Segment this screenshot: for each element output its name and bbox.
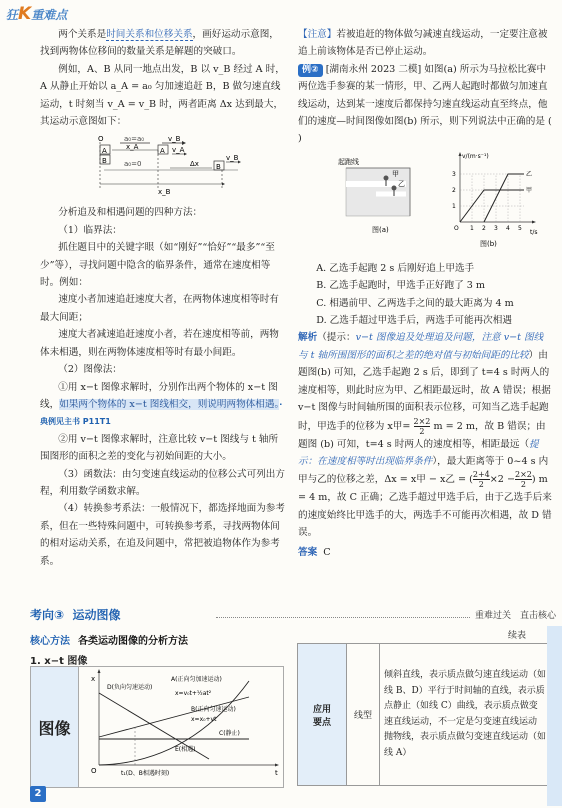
paragraph: 例如，A、B 从同一地点出发，B 以 v_B 经过 A 时，A 从静止开始以 a_A = a₀ 匀加速追赶 B，B 做匀速直线运动，t 时刻当 v_A = v_B 时，两者距离 Δx 达到最大，其运动示意图如下： xyxy=(40,63,285,128)
t-axis-letter: t xyxy=(275,769,278,777)
runner-yi-label: 乙 xyxy=(398,179,405,188)
section-header xyxy=(30,604,557,626)
paragraph: （1）临界法： xyxy=(58,224,122,236)
ytick: 2 xyxy=(452,186,456,194)
paragraph: 速度小者加速追赶速度大者，在两物体速度相等时有最大间距； xyxy=(40,294,279,323)
table-label: 图像 xyxy=(31,667,79,788)
origin-label: O xyxy=(91,767,97,775)
xtick: 1 xyxy=(470,224,474,232)
start-line-label: 起跑线 xyxy=(338,157,359,166)
option-c[interactable]: C. 相遇前甲、乙两选手之间的最大距离为 4 m xyxy=(316,297,514,309)
section-title: 考向③ 运动图像 xyxy=(30,608,121,622)
series-yi-label: 乙 xyxy=(526,170,533,178)
option-a[interactable]: A. 乙选手起跑 2 s 后刚好追上甲选手 xyxy=(316,262,475,274)
xtick: 4 xyxy=(506,224,510,232)
brand-logo: 狂K重难点 xyxy=(6,4,68,24)
svg-text:A: A xyxy=(102,147,107,156)
line-a xyxy=(99,681,249,765)
line-type-description: 倾斜直线，表示质点做匀速直线运动（如线 B、D）平行于时间轴的直线，表示质点静止（如线 C）曲线，表示质点做变速直线运动，不一定是匀变速直线运动 抛物线，表示质点做匀变速直线运动（如线 A） xyxy=(380,644,551,786)
c-label: C(静止) xyxy=(219,730,240,737)
ytick: 1 xyxy=(452,202,456,210)
y-axis-label: v/(m·s⁻¹) xyxy=(462,152,489,160)
svg-text:A: A xyxy=(160,147,165,156)
paragraph: 分析追及和相遇问题的四种方法： xyxy=(58,207,203,219)
section-tagline: 重难过关 直击核心 xyxy=(475,611,557,621)
series-jia-label: 甲 xyxy=(526,186,533,194)
svg-text:B: B xyxy=(216,163,221,172)
paragraph: 速度大者减速追赶速度小者，若在速度相等前，两物体未相遇，则在两物体速度相等时有最小间距。 xyxy=(40,329,279,358)
continued-label: 续表 xyxy=(508,631,527,641)
option-d[interactable]: D. 乙选手超过甲选手后，两选手可能再次相遇 xyxy=(316,315,512,327)
xtick: O xyxy=(454,224,459,232)
vb2-label: v_B xyxy=(226,154,239,163)
xtick: 2 xyxy=(482,224,486,232)
xt-graph-cell xyxy=(79,667,284,788)
fraction: $\frac{2\times 2}{2}$ xyxy=(413,416,431,436)
note: 【注意】若被追赶的物体做匀减速直线运动，一定要注意被追上前该物体是否已停止运动。 xyxy=(298,29,548,58)
e-label: E(相遇) xyxy=(175,746,196,753)
xb-label: x_B xyxy=(158,188,171,197)
line-type-label: 线型 xyxy=(347,644,380,786)
va-label: v_A xyxy=(172,146,185,155)
solution: 解析（提示：v−t 图像追及处理追及问题，注意 v−t 图线与 t 轴所围图形的面积之差的绝对值与初始间距的比较）由题图(b) 可知，乙选手起跑 2 s 后，即到了 t=4 s 时两人的速度相等，则此时应为甲、乙相距最远时，故 A 错误；根据 v−t 图像与时间轴所围的面积表示位移，可知当乙选手起跑时，甲选手的位移为 x甲= $\frac{2\times 2}{2}$ m = 2 m，故 B 错误；由题图 (b) 可知，t=4 s 时两人的速度相等，相距最远（提示：在速度相等时出现临界条件），最大距离等于 0~4 s 内甲与乙的位移之差，Δx = x甲 − x乙 = ( $\frac{2+4}{2}$ ×2 − $\frac{2\times 2}{2}$ ) m = 4 m，故 C 正确；乙选手超过甲选手后，由于乙选手后来的速度始终比甲选手的大，两选手不可能再次相遇，故 D 错误。 xyxy=(298,332,552,539)
xt-graph-table xyxy=(30,666,284,788)
right-column xyxy=(298,26,552,561)
paragraph: 抓住题目中的关键字眼（如“刚好”“恰好”“最多”“至少”等），寻找问题中隐含的临界条件，通常在速度相等时。例如： xyxy=(40,242,275,289)
d-label: D(负向匀速运动) xyxy=(107,684,153,691)
t1-label: t₁(D、B相遇时刻) xyxy=(121,770,170,777)
runner-jia-label: 甲 xyxy=(392,169,399,178)
paragraph: ①用 x−t 图像求解时，分别作出两个物体的 x−t 图线，如果两个物体的 x−t 图线相交，则说明两物体相遇。·典例见主书 P11T1 xyxy=(40,381,283,427)
grid xyxy=(460,174,524,222)
fraction: $\frac{2+4}{2}$ xyxy=(472,470,490,490)
fraction: $\frac{2\times 2}{2}$ xyxy=(514,470,532,490)
ytick: 3 xyxy=(452,170,456,178)
paragraph: （2）图像法： xyxy=(58,364,122,376)
series-yi-line xyxy=(484,174,524,222)
xt-graph xyxy=(79,667,283,783)
a-label: A(正向匀加速运动) xyxy=(171,676,222,683)
paragraph: （3）函数法：由匀变速直线运动的位移公式可列出方程，利用数学函数求解。 xyxy=(40,468,285,497)
subheading: 1. x−t 图像 xyxy=(30,656,88,667)
b-formula: x=x₀+vt xyxy=(191,716,217,723)
xtick: 3 xyxy=(494,224,498,232)
x-axis-letter: x xyxy=(91,675,96,683)
a0-label: a₀=a₀ xyxy=(124,135,145,144)
x-axis-label: t/s xyxy=(530,228,538,236)
svg-text:B: B xyxy=(102,157,107,166)
chase-diagram xyxy=(40,132,286,198)
option-b[interactable]: B. 乙选手起跑时，甲选手正好跑了 3 m xyxy=(316,280,485,292)
paragraph: 两个关系是时间关系和位移关系，画好运动示意图，找到两物体位移间的数量关系是解题的突破口。 xyxy=(40,29,279,58)
race-figure-a xyxy=(336,150,446,254)
xa-label: x_A xyxy=(126,143,139,152)
answer-tag: 答案 xyxy=(298,546,318,558)
xtick: 5 xyxy=(518,224,522,232)
dotted-divider xyxy=(216,617,470,618)
application-table xyxy=(297,643,551,786)
example-badge: 例② xyxy=(298,64,323,77)
left-column xyxy=(40,26,286,570)
figures-row xyxy=(298,150,552,256)
page-edge-tab xyxy=(547,626,562,806)
answer: 答案 C xyxy=(298,546,331,558)
solution-tag: 解析 xyxy=(298,332,318,344)
b-label: B(正向匀速运动) xyxy=(191,706,236,713)
a-formula: x=v₀t+½at² xyxy=(175,690,212,697)
vb-label: v_B xyxy=(168,135,181,144)
dx-label: Δx xyxy=(190,160,199,169)
cross-reference[interactable]: ·典例见主书 P11T1 xyxy=(40,399,283,427)
core-method-heading: 核心方法 各类运动图像的分析方法 xyxy=(30,636,188,647)
paragraph: ②用 v−t 图像求解时，注意比较 v−t 图线与 t 轴所围图形的面积之差的变化与初始间距的大小。 xyxy=(40,433,279,463)
page-number: 2 xyxy=(30,786,46,802)
example-question: 例② [湖南永州 2023 二模] 如图(a) 所示为马拉松比赛中两位选手参赛的某一情形，甲、乙两人起跑时都做匀加速直线运动，达到某一速度后都保持匀速直线运动直至终点，他们的速度—时间图像如图(b) 所示，则下列说法中正确的是 ( ) xyxy=(298,63,552,145)
fig-b-caption: 图(b) xyxy=(480,239,497,248)
vt-graph-b xyxy=(446,150,542,254)
origin-label: O xyxy=(98,135,104,144)
a0b-label: a₀=0 xyxy=(124,160,142,169)
paragraph: （4）转换参考系法：一般情况下，都选择地面为参考系，但在一些特殊问题中，可转换参考系，寻找两物体间的相对运动关系，在追及问题中，常把被追物体作为参考系。 xyxy=(40,503,285,567)
fig-a-caption: 图(a) xyxy=(372,225,389,234)
table-label: 应用 要点 xyxy=(298,644,347,786)
